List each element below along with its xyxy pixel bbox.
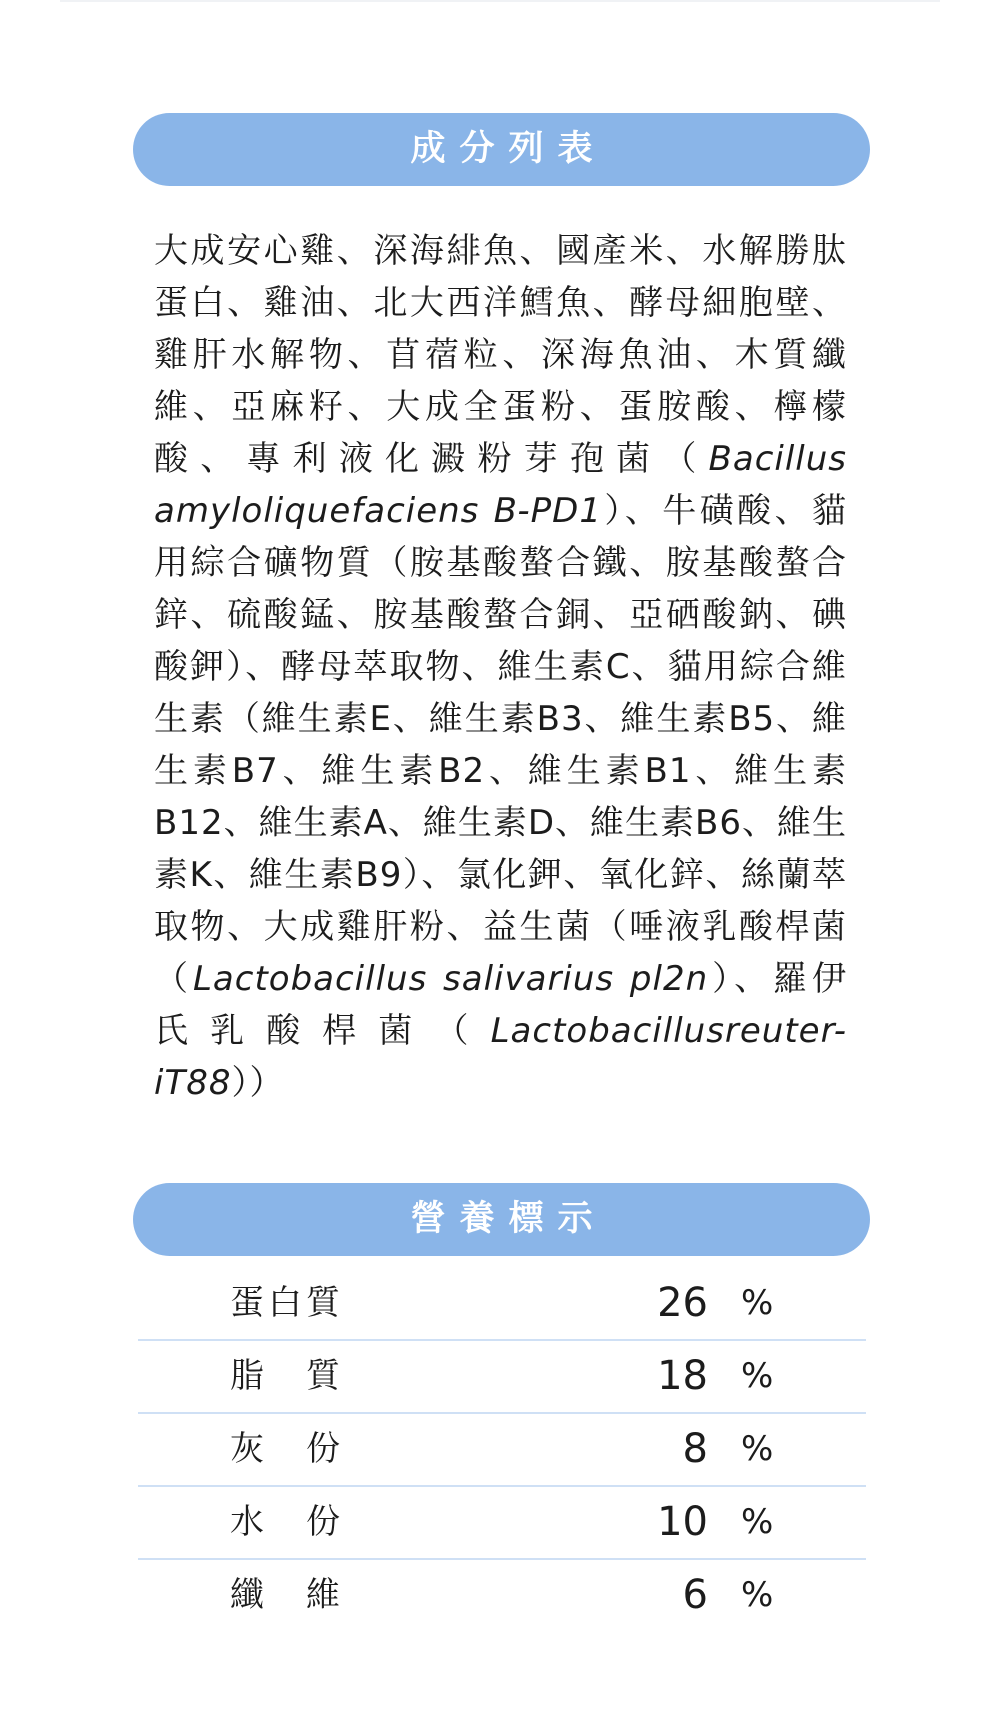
nutrient-unit: % bbox=[741, 1356, 774, 1396]
ingredient-scientific-name: Bacillus amyloliquefaciens B-PD1 bbox=[154, 439, 847, 531]
nutrition-row bbox=[138, 1414, 866, 1487]
nutrient-name: 水 份 bbox=[230, 1502, 344, 1542]
ingredient-text: ）、牛磺酸、貓用綜合礦物質（胺基酸螯合鐵、胺基酸螯合鋅、硫酸錳、胺基酸螯合銅、亞硒酸鈉、碘酸鉀）、酵母萃取物、維生素C、貓用綜合維生素（維生素E、維生素B3、維生素B5、維生素B7、維生素B2、維生素B1、維生素B12、維生素A、維生素D、維生素B6、維生素K、維生素B9）、氯化鉀、氧化鋅、絲蘭萃取物、大成雞肝粉、益生菌（唾液乳酸桿菌（ bbox=[154, 491, 848, 999]
nutrition-row bbox=[138, 1268, 866, 1341]
nutrition-row bbox=[138, 1487, 866, 1560]
ingredient-text: 大成安心雞、深海緋魚、國產米、水解勝肽蛋白、雞油、北大西洋鱈魚、酵母細胞壁、雞肝水解物、苜蓿粒、深海魚油、木質纖維、亞麻籽、大成全蛋粉、蛋胺酸、檸檬酸、專利液化澱粉芽孢菌（ bbox=[154, 231, 847, 479]
nutrient-value: 10 bbox=[657, 1499, 708, 1545]
ingredient-scientific-name: Lactobacillus salivarius pl2n bbox=[192, 959, 709, 999]
ingredient-text: ）） bbox=[231, 1063, 285, 1103]
nutrient-unit: % bbox=[741, 1502, 774, 1542]
nutrient-unit: % bbox=[741, 1575, 774, 1615]
ingredients-header: 成分列表 bbox=[133, 113, 870, 186]
nutrient-name: 蛋白質 bbox=[230, 1283, 344, 1323]
nutrient-unit: % bbox=[741, 1283, 774, 1323]
ingredient-scientific-name: Lactobacillusreuter-iT88 bbox=[154, 1011, 847, 1103]
nutrient-value: 18 bbox=[657, 1353, 708, 1399]
ingredients-list bbox=[154, 225, 847, 1109]
nutrition-row bbox=[138, 1560, 866, 1631]
nutrition-row bbox=[138, 1341, 866, 1414]
nutrient-name: 脂 質 bbox=[230, 1356, 344, 1396]
nutrient-unit: % bbox=[741, 1429, 774, 1469]
nutrient-value: 26 bbox=[657, 1280, 708, 1326]
nutrition-table bbox=[138, 1268, 866, 1631]
ingredient-text: ）、羅伊氏乳酸桿菌（ bbox=[154, 959, 848, 1051]
nutrient-value: 8 bbox=[682, 1426, 708, 1472]
nutrient-name: 纖 維 bbox=[230, 1575, 344, 1615]
nutrient-value: 6 bbox=[682, 1572, 708, 1618]
nutrient-name: 灰 份 bbox=[230, 1429, 344, 1469]
top-divider bbox=[60, 0, 940, 2]
nutrition-header: 營養標示 bbox=[133, 1183, 870, 1256]
